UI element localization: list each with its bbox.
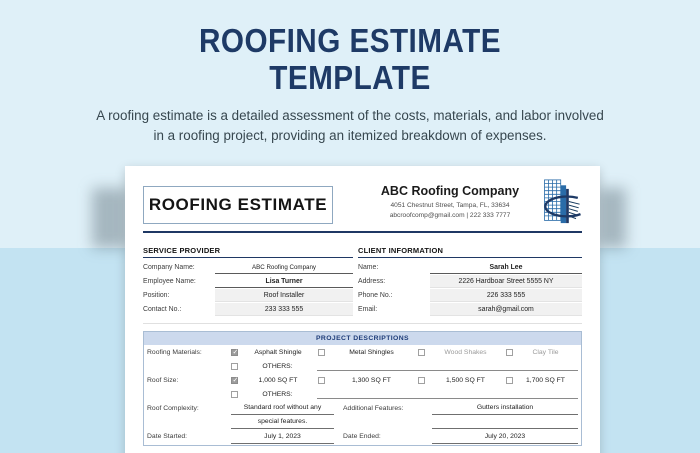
field-row-client-phone — [358, 289, 582, 302]
company-contact: abcroofcomp@gmail.com | 222 333 7777 — [389, 211, 511, 219]
roof-size-label: Roof Size: — [147, 376, 179, 384]
company-name-field[interactable]: ABC Roofing Company — [215, 261, 353, 274]
roof-size-row — [144, 373, 581, 387]
clay-tile-checkbox[interactable] — [506, 349, 513, 356]
date-ended-label: Date Ended: — [343, 433, 381, 440]
dates-row — [144, 429, 581, 444]
doc-title-text: ROOFING ESTIMATE — [148, 195, 328, 214]
material-option-metal — [318, 345, 418, 359]
roofing-materials-row — [144, 345, 581, 359]
paper-shadow-right — [598, 188, 626, 248]
materials-others-blank-line[interactable] — [317, 367, 578, 371]
roof-complexity-field[interactable]: Standard roof without any — [231, 401, 334, 415]
size-option-1700 — [506, 373, 578, 387]
field-label: Phone No.: — [358, 292, 393, 299]
company-header — [360, 184, 540, 221]
position-field[interactable]: Roof Installer — [215, 289, 353, 302]
section-divider — [143, 323, 582, 324]
complexity-row-line2 — [144, 415, 581, 429]
wood-shakes-checkbox[interactable] — [418, 349, 425, 356]
date-started-field[interactable]: July 1, 2023 — [231, 429, 334, 444]
roof-complexity-label: Roof Complexity: — [147, 404, 199, 412]
service-provider-section — [143, 246, 353, 317]
hero-section — [0, 0, 700, 146]
materials-others-checkbox[interactable] — [231, 363, 238, 370]
size-option-1500 — [418, 373, 506, 387]
contact-no-field[interactable]: 233 333 555 — [215, 303, 353, 316]
asphalt-shingle-checkbox[interactable] — [231, 349, 238, 356]
size-others-checkbox[interactable] — [231, 391, 238, 398]
additional-features-field[interactable]: Gutters installation — [432, 401, 578, 415]
client-phone-field[interactable]: 226 333 555 — [430, 289, 582, 302]
size-1700-checkbox[interactable] — [506, 377, 513, 384]
field-label: Position: — [143, 292, 170, 299]
header-divider — [143, 231, 582, 233]
material-option-label: Wood Shakes — [444, 348, 487, 356]
material-option-wood — [418, 345, 506, 359]
size-others-row — [144, 387, 581, 401]
field-row-contact-no — [143, 303, 353, 316]
field-label: Name: — [358, 264, 379, 271]
field-row-client-name — [358, 261, 582, 274]
employee-name-field[interactable]: Lisa Turner — [215, 275, 353, 288]
field-row-employee-name — [143, 275, 353, 288]
size-others-label: OTHERS: — [262, 390, 293, 398]
size-option-label: 1,500 SQ FT — [446, 376, 485, 384]
client-information-heading: CLIENT INFORMATION — [358, 246, 582, 258]
complexity-row — [144, 401, 581, 415]
page-description-line1: A roofing estimate is a detailed assessment of the costs, materials, and labor involved — [96, 108, 604, 123]
page-title-line2: TEMPLATE — [269, 59, 431, 96]
size-1000-checkbox[interactable] — [231, 377, 238, 384]
size-option-label: 1,000 SQ FT — [258, 376, 298, 384]
field-label: Company Name: — [143, 264, 195, 271]
roof-complexity-field-line2[interactable]: special features. — [231, 415, 334, 429]
date-ended-field[interactable]: July 20, 2023 — [432, 429, 578, 444]
metal-shingles-checkbox[interactable] — [318, 349, 325, 356]
field-label: Address: — [358, 278, 386, 285]
field-label: Employee Name: — [143, 278, 196, 285]
client-email-field[interactable]: sarah@gmail.com — [430, 303, 582, 316]
document-preview — [125, 166, 600, 453]
service-provider-heading: SERVICE PROVIDER — [143, 246, 353, 258]
material-option-label: Asphalt Shingle — [254, 348, 302, 356]
materials-others-row — [144, 359, 581, 373]
size-1500-checkbox[interactable] — [418, 377, 425, 384]
page-description-line2: in a roofing project, providing an itemized breakdown of expenses. — [153, 128, 547, 143]
material-option-asphalt — [231, 345, 318, 359]
additional-features-label: Additional Features: — [343, 404, 404, 412]
size-option-label: 1,700 SQ FT — [526, 376, 565, 384]
material-option-label: Metal Shingles — [349, 348, 394, 356]
client-address-field[interactable]: 2226 Hardboar Street 5555 NY — [430, 275, 582, 288]
field-row-client-address — [358, 275, 582, 288]
size-others-blank-line[interactable] — [317, 395, 578, 399]
client-information-section — [358, 246, 582, 317]
project-descriptions-heading: PROJECT DESCRIPTIONS — [144, 332, 581, 345]
roofing-materials-label: Roofing Materials: — [147, 348, 202, 356]
field-row-company-name — [143, 261, 353, 274]
size-option-1300 — [318, 373, 418, 387]
field-row-client-email — [358, 303, 582, 316]
page-title-line1: ROOFING ESTIMATE — [198, 22, 502, 59]
size-1300-checkbox[interactable] — [318, 377, 325, 384]
size-option-label: 1,300 SQ FT — [352, 376, 391, 384]
material-option-clay — [506, 345, 578, 359]
additional-features-field-line2[interactable] — [432, 415, 578, 429]
size-option-1000 — [231, 373, 318, 387]
project-descriptions-section — [143, 331, 582, 446]
material-option-label: Clay Tile — [532, 348, 559, 356]
date-started-label: Date Started: — [147, 433, 188, 440]
field-label: Email: — [358, 306, 378, 313]
page-description — [0, 106, 700, 146]
building-logo-icon — [531, 178, 585, 234]
doc-title — [143, 186, 333, 224]
materials-others-label: OTHERS: — [262, 362, 293, 370]
company-name: ABC Roofing Company — [380, 184, 520, 198]
company-address: 4051 Chestnut Street, Tampa, FL, 33634 — [390, 202, 510, 209]
paper-shadow-left — [92, 188, 128, 248]
field-row-position — [143, 289, 353, 302]
field-label: Contact No.: — [143, 306, 182, 313]
page-title — [35, 22, 665, 96]
client-name-field[interactable]: Sarah Lee — [430, 261, 582, 274]
